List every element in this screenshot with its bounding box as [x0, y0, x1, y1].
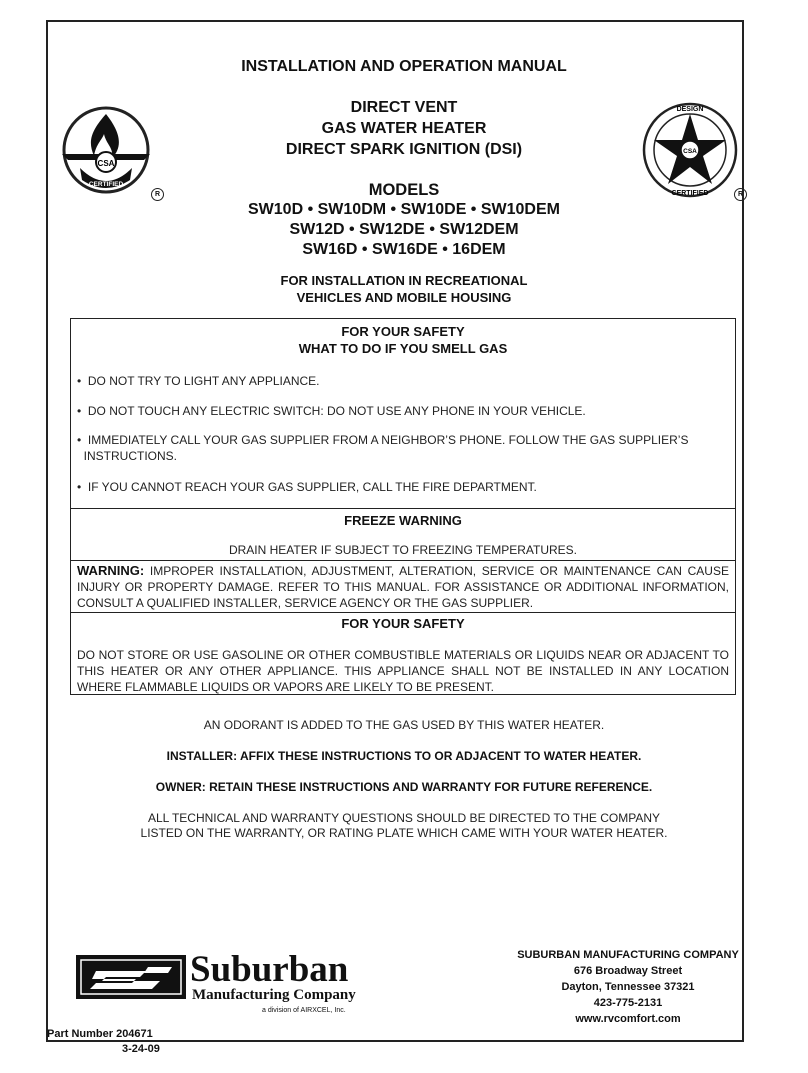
questions-note: ALL TECHNICAL AND WARRANTY QUESTIONS SHOULD BE DIRECTED TO THE COMPANY [147, 811, 661, 825]
company-address [510, 947, 746, 1027]
suburban-s-logo-icon [76, 955, 186, 999]
revision-date: 3-24-09 [122, 1043, 160, 1055]
company-name: SUBURBAN MANUFACTURING COMPANY [517, 949, 739, 961]
list-item: • DO NOT TRY TO LIGHT ANY APPLIANCE. [77, 374, 320, 388]
freeze-warning-box [70, 509, 736, 561]
registered-mark: R [151, 188, 164, 201]
suburban-logo [76, 951, 376, 1017]
warning-text: WARNING: IMPROPER INSTALLATION, ADJUSTMENT, ALTERATION, SERVICE OR MAINTENANCE CAN CAUSE INJURY OR PROPERTY DAMAGE. REFER TO THIS MANUAL. FOR ASSISTANCE OR ADDITIONAL INFORMATION, CONSULT A QUALIFIED INSTALLER, SERVICE AGENCY OR THE GAS SUPPLIER. [77, 563, 729, 610]
combustibles-text: DO NOT STORE OR USE GASOLINE OR OTHER COMBUSTIBLE MATERIALS OR LIQUIDS NEAR OR ADJACENT TO THIS HEATER OR ANY OTHER APPLIANCE. THIS APPLIANCE SHALL NOT BE INSTALLED IN ANY LOCATION WHERE FLAMMABLE LIQUIDS OR VAPORS ARE LIKELY TO BE PRESENT. [77, 648, 729, 694]
heading-line: DIRECT VENT [350, 99, 458, 116]
scope-line: VEHICLES AND MOBILE HOUSING [296, 290, 512, 305]
logo-subtitle: Manufacturing Company [192, 987, 356, 1003]
csa-star-seal-icon [640, 100, 740, 200]
owner-note: OWNER: RETAIN THESE INSTRUCTIONS AND WARRANTY FOR FUTURE REFERENCE. [155, 780, 653, 794]
questions-note: LISTED ON THE WARRANTY, OR RATING PLATE WHICH CAME WITH YOUR WATER HEATER. [140, 826, 668, 840]
city: Dayton, Tennessee 37321 [561, 981, 695, 993]
phone: 423-775-2131 [593, 997, 663, 1009]
installer-note: INSTALLER: AFFIX THESE INSTRUCTIONS TO OR ADJACENT TO WATER HEATER. [166, 749, 642, 763]
odorant-note: AN ODORANT IS ADDED TO THE GAS USED BY THIS WATER HEATER. [203, 718, 605, 732]
part-number: Part Number 204671 [47, 1028, 153, 1040]
model-line: SW12D • SW12DE • SW12DEM [289, 221, 519, 238]
seal-top-text: DESIGN [676, 106, 704, 113]
warning-box [70, 561, 736, 613]
manual-title: INSTALLATION AND OPERATION MANUAL [241, 58, 567, 75]
seal-text: CERTIFIED [88, 181, 124, 188]
seal-badge: CSA [97, 159, 115, 168]
website: www.rvcomfort.com [575, 1013, 681, 1025]
seal-bottom-text: CERTIFIED [671, 190, 709, 197]
box-heading: FREEZE WARNING [344, 513, 462, 528]
smell-gas-box [70, 318, 736, 509]
seal-badge: CSA [683, 148, 697, 155]
installation-scope [0, 272, 808, 306]
list-item: • DO NOT TOUCH ANY ELECTRIC SWITCH: DO NOT USE ANY PHONE IN YOUR VEHICLE. [77, 404, 586, 418]
model-line: SW16D • SW16DE • 16DEM [302, 241, 506, 258]
street: 676 Broadway Street [573, 965, 683, 977]
heading-line: GAS WATER HEATER [321, 120, 487, 137]
combustibles-box [70, 613, 736, 695]
registered-mark: R [734, 188, 747, 201]
list-item: • IF YOU CANNOT REACH YOUR GAS SUPPLIER, CALL THE FIRE DEPARTMENT. [77, 480, 537, 494]
logo-division: a division of AIRXCEL, Inc. [262, 1007, 346, 1014]
freeze-text: DRAIN HEATER IF SUBJECT TO FREEZING TEMPERATURES. [228, 543, 578, 557]
models-label: MODELS [368, 181, 440, 199]
box-heading: WHAT TO DO IF YOU SMELL GAS [298, 341, 508, 356]
box-heading: FOR YOUR SAFETY [341, 616, 465, 631]
heading-line: DIRECT SPARK IGNITION (DSI) [285, 141, 523, 158]
csa-flame-seal-icon [60, 104, 158, 198]
scope-line: FOR INSTALLATION IN RECREATIONAL [280, 273, 528, 288]
logo-name: Suburban [190, 949, 349, 990]
model-line: SW10D • SW10DM • SW10DE • SW10DEM [248, 201, 560, 218]
list-item: • IMMEDIATELY CALL YOUR GAS SUPPLIER FROM A NEIGHBOR’S PHONE. FOLLOW THE GAS SUPPLIER’S INSTRUCTIONS. [77, 433, 689, 463]
box-heading: FOR YOUR SAFETY [341, 324, 465, 339]
